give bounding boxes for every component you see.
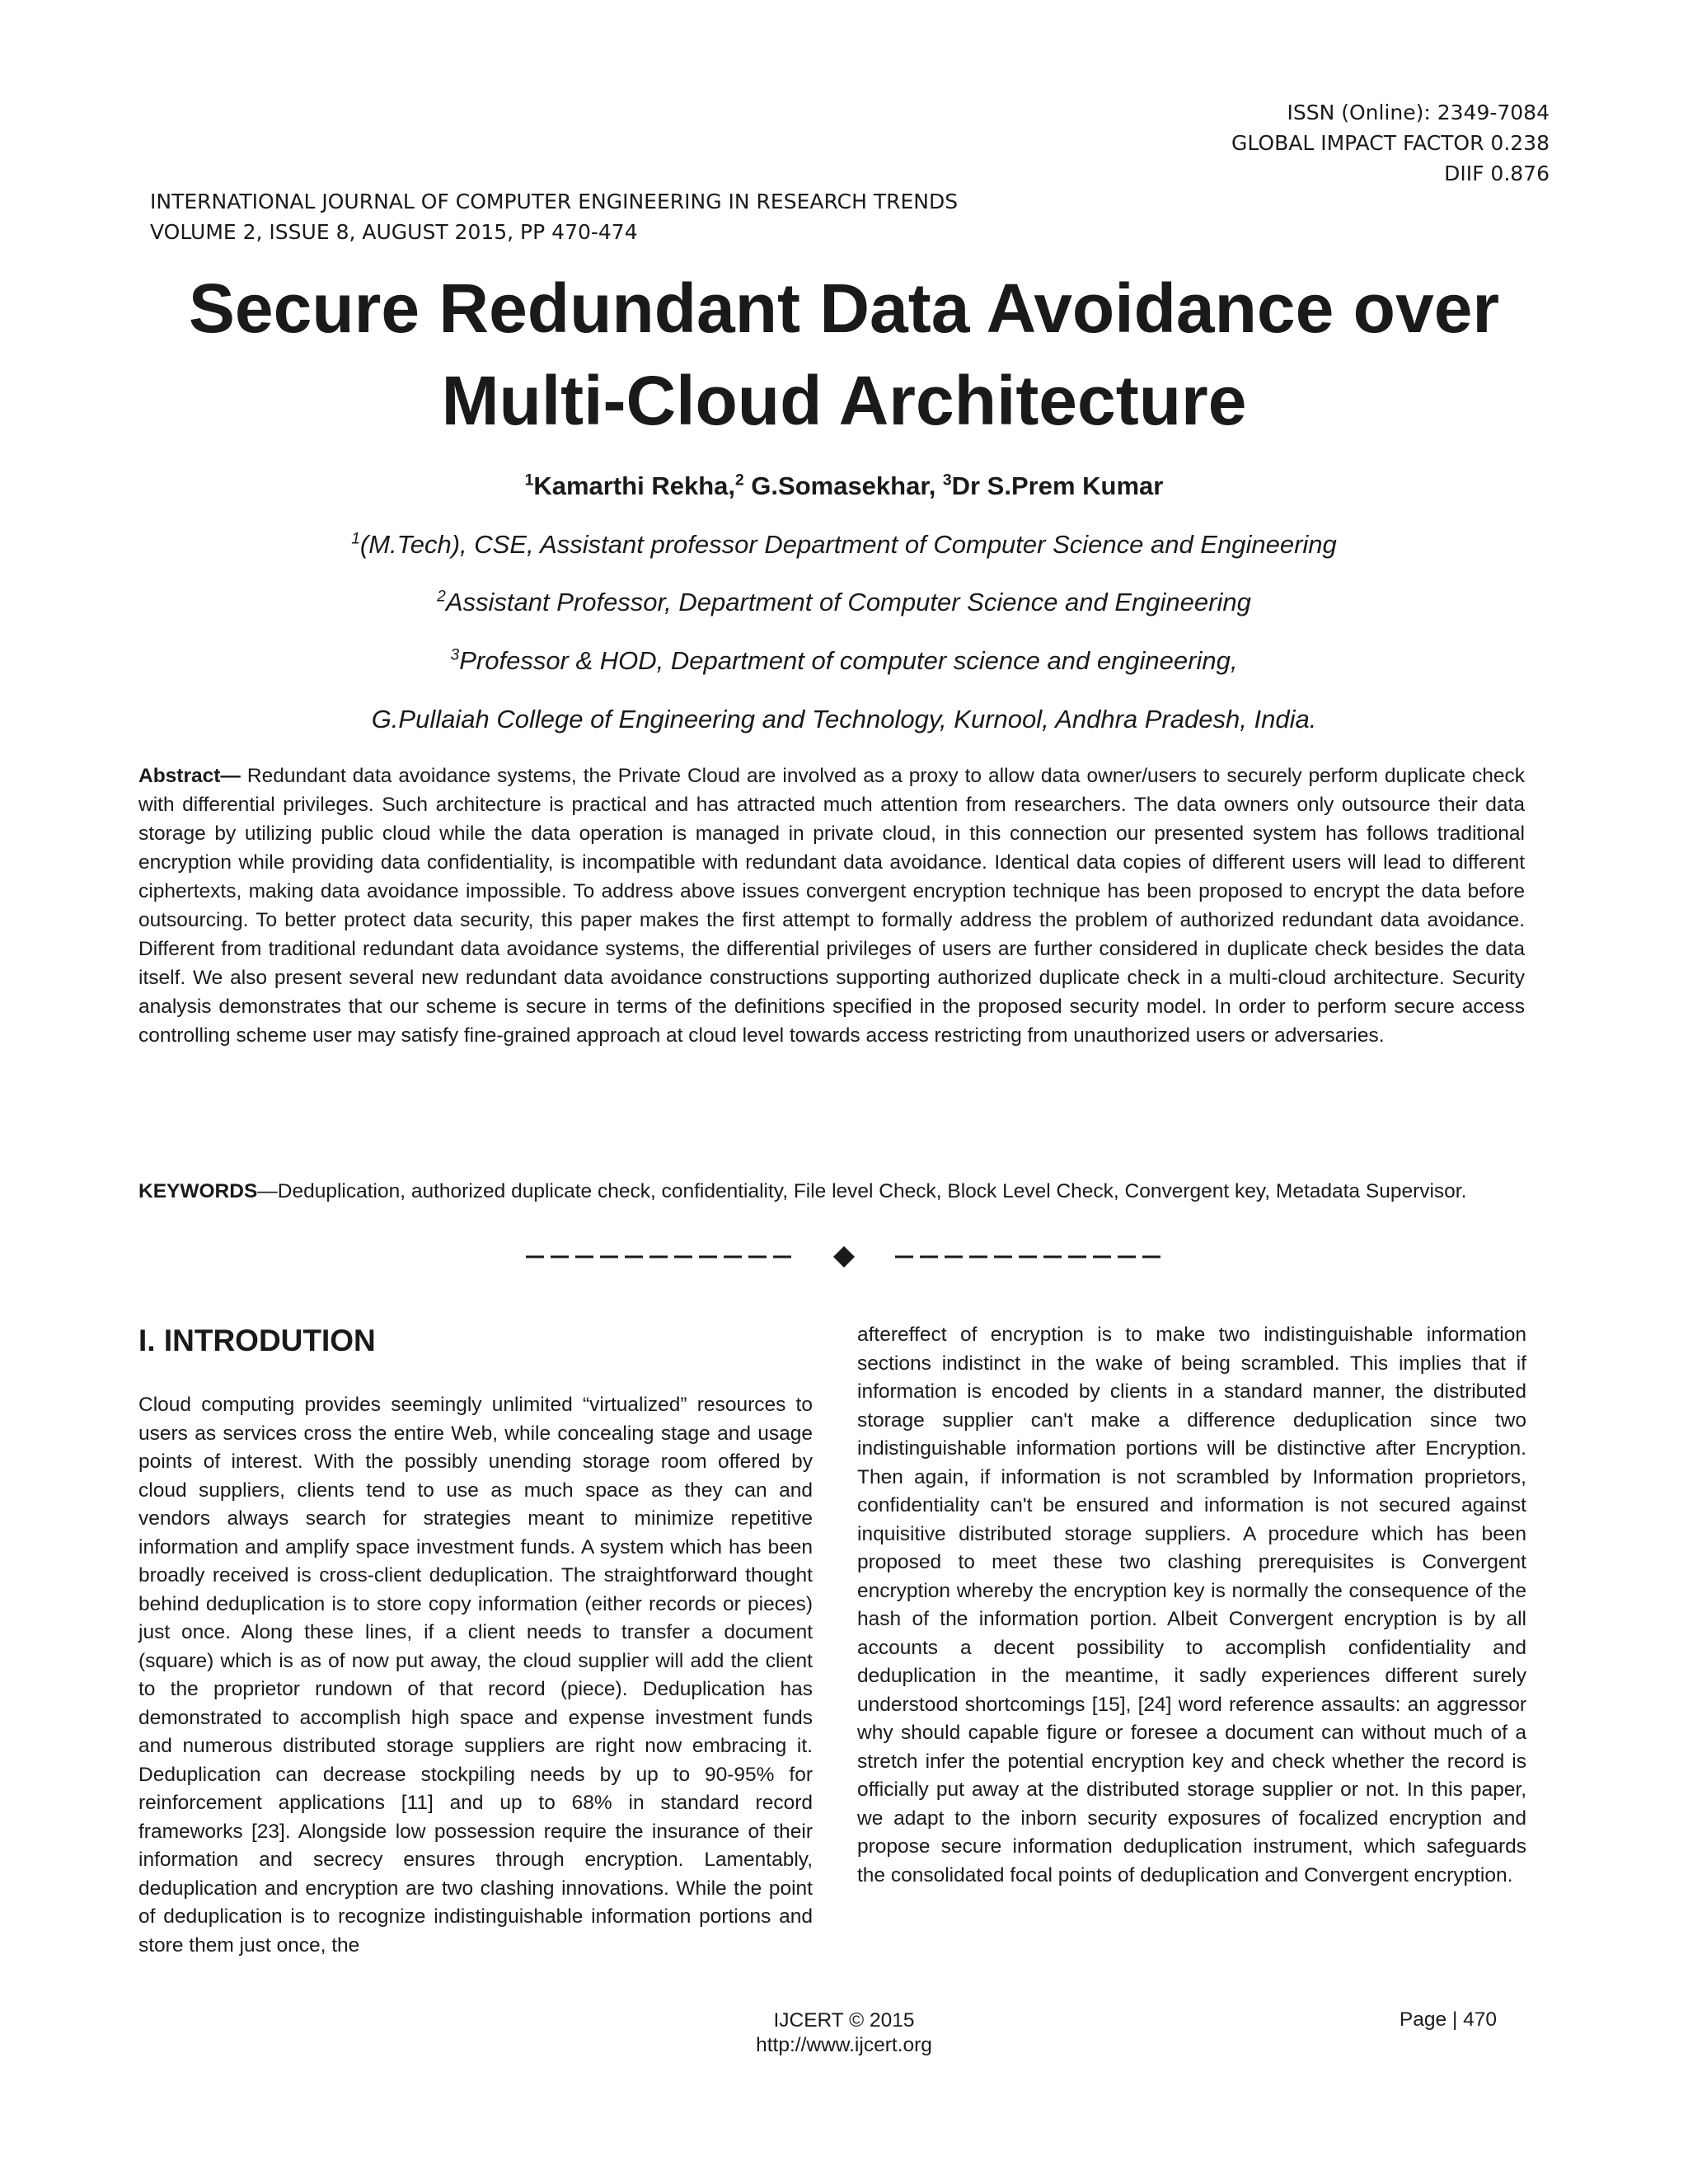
affiliation-3-text: Professor & HOD, Department of computer science and engineering, xyxy=(459,646,1238,675)
journal-meta-right xyxy=(1231,97,1550,189)
affiliation-2-sup: 2 xyxy=(437,588,446,606)
author-3: Dr S.Prem Kumar xyxy=(951,471,1164,500)
diif: DIIF 0.876 xyxy=(1444,162,1550,185)
affiliation-4 xyxy=(0,705,1688,734)
abstract-label: Abstract— xyxy=(138,765,241,787)
journal-name: INTERNATIONAL JOURNAL OF COMPUTER ENGINEERING IN RESEARCH TRENDS xyxy=(150,190,959,213)
affiliation-1 xyxy=(0,530,1688,560)
title-line-2: Multi-Cloud Architecture xyxy=(441,362,1247,439)
abstract-text: Redundant data avoidance systems, the Private Cloud are involved as a proxy to allow data owner/users to securely perform duplicate check with differential privileges. Such architecture is practical and has attracted much attention from researchers. The data owners only outsource their data storage by utilizing public cloud while the data operation is managed in private cloud, in this connection our presented system has follows traditional encryption while providing data confidentiality, is incompatible with redundant data avoidance. Identical data copies of different users will lead to different ciphertexts, making data avoidance impossible. To address above issues convergent encryption technique has been proposed to encrypt the data before outsourcing. To better protect data security, this paper makes the first attempt to formally address the problem of authorized redundant data avoidance. Different from traditional redundant data avoidance systems, the differential privileges of users are further considered in duplicate check besides the data itself. We also present several new redundant data avoidance constructions supporting authorized duplicate check in a multi-cloud architecture. Security analysis demonstrates that our scheme is secure in terms of the definitions specified in the proposed security model. In order to perform secure access controlling scheme user may satisfy fine-grained approach at cloud level towards access restricting from unauthorized users or adversaries. xyxy=(138,765,1525,1047)
abstract xyxy=(138,762,1525,1050)
affiliation-4-text: G.Pullaiah College of Engineering and Technology, Kurnool, Andhra Pradesh, India. xyxy=(371,705,1317,733)
author-1-sup: 1 xyxy=(524,471,534,490)
volume-issue: VOLUME 2, ISSUE 8, AUGUST 2015, PP 470-474 xyxy=(150,220,638,244)
keywords-label: KEYWORDS xyxy=(138,1180,258,1202)
affiliation-1-sup: 1 xyxy=(351,530,360,548)
author-3-sup: 3 xyxy=(942,471,952,490)
issn: ISSN (Online): 2349-7084 xyxy=(1287,101,1550,124)
intro-right-column: aftereffect of encryption is to make two indistinguishable information sections indistinct in the wake of being scrambled. This implies that if information is encoded by clients in a standard manner, the distributed storage supplier can't make a difference deduplication since two indistinguishable information portions will be distinctive after Encryption. Then again, if information is not scrambled by Information proprietors, confidentiality can't be ensured and information is not secured against inquisitive distributed storage suppliers. A procedure which has been proposed to meet these two clashing prerequisites is Convergent encryption whereby the encryption key is normally the consequence of the hash of the information portion. Albeit Convergent encryption is by all accounts a decent possibility to accomplish confidentiality and deduplication in the meantime, it sadly experiences different surely understood shortcomings [15], [24] word reference assaults: an aggressor why should capable figure or foresee a document can without much of a stretch infer the potential encryption key and check whether the record is officially put away at the distributed storage supplier or not. In this paper, we adapt to the inborn security exposures of focalized encryption and propose secure information deduplication instrument, which safeguards the consolidated focal points of deduplication and Convergent encryption. xyxy=(857,1324,1526,1886)
section-heading: I. INTRODUTION xyxy=(138,1324,376,1357)
section-separator xyxy=(0,1240,1688,1272)
footer-url[interactable]: http://www.ijcert.org xyxy=(756,2034,932,2056)
paper-title xyxy=(115,262,1573,447)
author-list xyxy=(0,471,1688,501)
intro-left-column: Cloud computing provides seemingly unlimited “virtualized” resources to users as services cross the entire Web, while concealing stage and usage points of interest. With the possibly unending storage room offered by cloud suppliers, clients tend to use as much space as they can and vendors always search for strategies meant to minimize repetitive information and amplify space investment funds. A system which has been broadly received is cross-client deduplication. The straightforward thought behind deduplication is to store copy information (either records or pieces) just once. Along these lines, if a client needs to transfer a document (square) which is as of now put away, the cloud supplier will add the client to the proprietor rundown of that record (piece). Deduplication has demonstrated to accomplish high space and expense investment funds and numerous distributed storage suppliers are right now embracing it. Deduplication can decrease stockpiling needs by up to 90-95% for reinforcement applications [11] and up to 68% in standard record frameworks [23]. Alongside low possession require the insurance of their information and secrecy ensures through encryption. Lamentably, deduplication and encryption are two clashing innovations. While the point of deduplication is to recognize indistinguishable information portions and store them just once, the xyxy=(138,1394,813,1957)
journal-meta-left xyxy=(150,186,958,247)
impact-factor: GLOBAL IMPACT FACTOR 0.238 xyxy=(1231,131,1550,155)
footer-copyright: IJCERT © 2015 xyxy=(773,2009,915,2032)
affiliation-2-text: Assistant Professor, Department of Computer Science and Engineering xyxy=(445,588,1251,616)
title-line-1: Secure Redundant Data Avoidance over xyxy=(188,269,1500,347)
affiliation-1-text: (M.Tech), CSE, Assistant professor Department of Computer Science and Engineering xyxy=(359,530,1337,559)
keywords xyxy=(138,1177,1525,1206)
diamond-icon xyxy=(833,1246,855,1268)
keywords-text: —Deduplication, authorized duplicate check, confidentiality, File level Check, Block Level Check, Convergent key, Metadata Supervisor. xyxy=(257,1180,1467,1202)
page-number: Page | 470 xyxy=(1399,2008,1497,2031)
affiliation-3 xyxy=(0,646,1688,676)
affiliation-3-sup: 3 xyxy=(450,646,460,664)
author-2-sup: 2 xyxy=(735,471,744,490)
author-1: Kamarthi Rekha, xyxy=(533,471,735,500)
author-2: G.Somasekhar, xyxy=(743,471,943,500)
affiliation-2 xyxy=(0,588,1688,617)
